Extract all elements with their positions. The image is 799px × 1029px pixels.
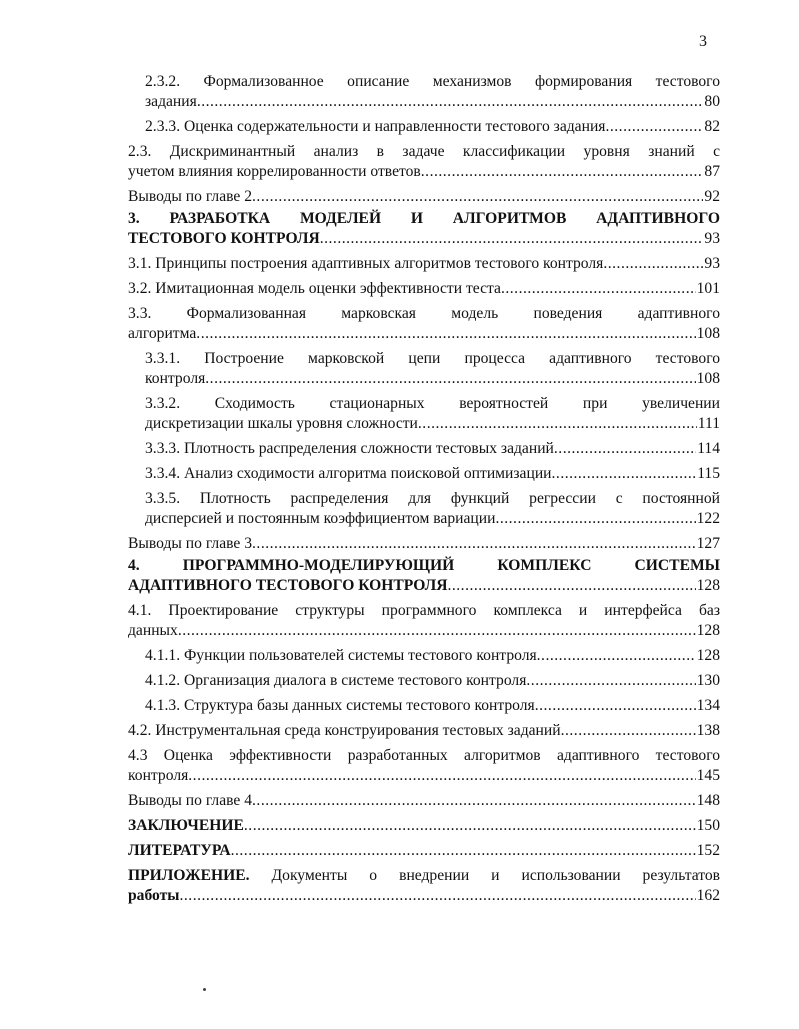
toc-entry-tail: [128, 229, 720, 249]
dot-leader: [178, 621, 696, 641]
toc-entry-title: ЗАКЛЮЧЕНИЕ: [128, 817, 244, 834]
toc-entry: [128, 601, 720, 641]
toc-entry-page: 92: [704, 188, 720, 205]
toc-entry: [128, 209, 720, 249]
dot-leader: [320, 229, 704, 249]
toc-entry-title-text: 4.3 Оценка эффективности разработанных алгоритмов адаптивного тестового: [128, 747, 720, 764]
toc-entry-title: АДАПТИВНОГО ТЕСТОВОГО КОНТРОЛЯ: [128, 577, 448, 594]
toc-entry: [128, 866, 720, 906]
toc-entry-page: 150: [696, 817, 720, 834]
toc-entry-title: 4.1.3. Структура базы данных системы тестового контроля: [145, 697, 535, 714]
toc-entry-title: Выводы по главе 3: [128, 535, 253, 552]
toc-entry-page: 82: [704, 118, 720, 135]
toc-entry-page: 152: [696, 842, 720, 859]
toc-entry-page: 101: [696, 280, 720, 297]
toc-entry-title-line: [145, 349, 720, 369]
toc-entry-title: 3.3.4. Анализ сходимости алгоритма поисковой оптимизации: [145, 465, 552, 482]
dot-leader: [501, 279, 696, 299]
toc-entry: [145, 394, 720, 434]
toc-entry-title: данных: [128, 622, 178, 639]
toc-entry-title-rest: Документы о внедрении и использовании результатов: [249, 867, 720, 884]
toc-entry: [128, 187, 720, 207]
toc-entry-tail: [128, 721, 720, 741]
toc-entry: [128, 254, 720, 274]
dot-leader: [605, 117, 703, 137]
scan-speck: [203, 988, 206, 991]
toc-entry-page: 114: [697, 440, 720, 457]
toc-entry-title: 3.1. Принципы построения адаптивных алгоритмов тестового контроля: [128, 255, 604, 272]
dot-leader: [231, 841, 696, 861]
toc-entry-title: дискретизации шкалы уровня сложности: [145, 415, 418, 432]
toc-entry-tail: [128, 791, 720, 811]
toc-entry-tail: [128, 279, 720, 299]
dot-leader: [180, 886, 696, 906]
toc-entry-tail: [128, 162, 720, 182]
toc-entry-title: 4.1.2. Организация диалога в системе тестового контроля: [145, 672, 527, 689]
toc-entry-tail: [128, 324, 720, 344]
toc-entry: [145, 117, 720, 137]
toc-entry-head: ПРИЛОЖЕНИЕ.: [128, 867, 250, 884]
toc-entry-title: 2.3.3. Оценка содержательности и направленности тестового задания: [145, 118, 606, 135]
toc-entry-page: 111: [697, 415, 720, 432]
toc-entry: [145, 72, 720, 112]
toc-entry-title-text: 4. ПРОГРАММНО-МОДЕЛИРУЮЩИЙ КОМПЛЕКС СИСТЕМЫ: [128, 557, 720, 574]
dot-leader: [526, 671, 695, 691]
toc-entry-title-line: [128, 142, 720, 162]
toc-entry-tail: [145, 117, 720, 137]
toc-entry: [128, 721, 720, 741]
dot-leader: [244, 816, 696, 836]
toc-entry-page: 128: [696, 622, 720, 639]
dot-leader: [561, 721, 696, 741]
toc-entry-page: 87: [704, 163, 720, 180]
toc-entry: [128, 556, 720, 596]
toc-entry: [145, 696, 720, 716]
dot-leader: [552, 464, 697, 484]
toc-entry-page: 145: [696, 767, 720, 784]
toc-entry-title-line: [145, 394, 720, 414]
toc-entry-title-text: 3.3.2. Сходимость стационарных вероятностей при увеличении: [145, 395, 720, 412]
toc-entry-tail: [128, 576, 720, 596]
toc-entry-tail: [145, 509, 720, 529]
dot-leader: [554, 439, 696, 459]
toc-entry-title: дисперсией и постоянным коэффициентом вариации: [145, 510, 496, 527]
toc-entry-title-text: 2.3.2. Формализованное описание механизмов формирования тестового: [145, 73, 720, 90]
toc-entry-title: Выводы по главе 2: [128, 188, 253, 205]
toc-entry-title: алгоритма: [128, 325, 197, 342]
toc-entry-tail: [145, 92, 720, 112]
toc-entry: [128, 279, 720, 299]
toc-entry-tail: [145, 439, 720, 459]
toc-entry-title: контроля: [145, 370, 206, 387]
toc-entry-title-line: [145, 489, 720, 509]
toc-entry-page: 128: [696, 647, 720, 664]
toc-entry-tail: [128, 621, 720, 641]
table-of-contents: [128, 72, 720, 911]
dot-leader: [418, 414, 697, 434]
toc-entry-page: 80: [704, 93, 720, 110]
toc-entry-title: 3.2. Имитационная модель оценки эффективности теста: [128, 280, 501, 297]
toc-entry-tail: [128, 534, 720, 554]
toc-entry-title-line: [128, 556, 720, 576]
toc-entry: [128, 816, 720, 836]
toc-entry-page: 115: [697, 465, 720, 482]
toc-entry-title-text: 3.3.5. Плотность распределения для функций регрессии с постоянной: [145, 490, 720, 507]
toc-entry-tail: [128, 254, 720, 274]
toc-entry-page: 138: [696, 722, 720, 739]
toc-entry-title: задания: [145, 93, 197, 110]
toc-entry-tail: [145, 671, 720, 691]
toc-entry: [145, 464, 720, 484]
toc-entry: [128, 791, 720, 811]
toc-entry: [128, 142, 720, 182]
toc-entry-page: 93: [704, 255, 720, 272]
dot-leader: [205, 369, 695, 389]
toc-entry: [128, 534, 720, 554]
toc-entry-title: 3.3.3. Плотность распределения сложности тестовых заданий: [145, 440, 554, 457]
toc-entry-title-line: [128, 304, 720, 324]
toc-entry-page: 130: [696, 672, 720, 689]
toc-entry-tail: [145, 464, 720, 484]
dot-leader: [447, 576, 695, 596]
toc-entry-title-text: 2.3. Дискриминантный анализ в задаче классификации уровня знаний с: [128, 143, 720, 160]
toc-entry-tail: [145, 646, 720, 666]
toc-entry-title-line: [128, 209, 720, 229]
toc-entry: [128, 841, 720, 861]
toc-entry-title-text: 3.3.1. Построение марковской цепи процесса адаптивного тестового: [145, 350, 720, 367]
dot-leader: [252, 534, 696, 554]
toc-entry-title: ЛИТЕРАТУРА: [128, 842, 231, 859]
toc-entry-title: Выводы по главе 4: [128, 792, 253, 809]
dot-leader: [495, 509, 695, 529]
toc-entry-page: 127: [696, 535, 720, 552]
toc-entry-title-text: 3.3. Формализованная марковская модель поведения адаптивного: [128, 305, 720, 322]
toc-entry-tail: [145, 369, 720, 389]
dot-leader: [421, 162, 704, 182]
toc-entry: [145, 646, 720, 666]
toc-entry: [145, 489, 720, 529]
dot-leader: [603, 254, 703, 274]
toc-entry-title-line: [128, 866, 720, 886]
toc-entry-title-text: 4.1. Проектирование структуры программного комплекса и интерфейса баз: [128, 602, 720, 619]
toc-entry: [145, 439, 720, 459]
toc-entry-title-line: [128, 601, 720, 621]
toc-entry-page: 108: [696, 325, 720, 342]
dot-leader: [535, 696, 696, 716]
toc-entry-page: 162: [696, 887, 720, 904]
toc-entry: [145, 349, 720, 389]
toc-entry-page: 134: [696, 697, 720, 714]
toc-entry-title: ТЕСТОВОГО КОНТРОЛЯ: [128, 230, 320, 247]
toc-entry: [128, 304, 720, 344]
toc-entry-title: работы: [128, 887, 180, 904]
dot-leader: [196, 324, 695, 344]
toc-entry-page: 122: [696, 510, 720, 527]
toc-entry-title-line: [128, 746, 720, 766]
toc-entry-tail: [128, 766, 720, 786]
dot-leader: [252, 187, 703, 207]
toc-entry-page: 108: [696, 370, 720, 387]
dot-leader: [537, 646, 696, 666]
dot-leader: [197, 92, 704, 112]
toc-entry-tail: [128, 841, 720, 861]
toc-entry-title-text: 3. РАЗРАБОТКА МОДЕЛЕЙ И АЛГОРИТМОВ АДАПТИВНОГО: [128, 210, 720, 227]
toc-entry-title: 4.1.1. Функции пользователей системы тестового контроля: [145, 647, 537, 664]
toc-entry-page: 93: [704, 230, 720, 247]
toc-entry-tail: [128, 187, 720, 207]
dot-leader: [188, 766, 695, 786]
toc-entry-title: учетом влияния коррелированности ответов: [128, 163, 421, 180]
toc-entry-page: 148: [696, 792, 720, 809]
toc-entry-title: 4.2. Инструментальная среда конструирования тестовых заданий: [128, 722, 561, 739]
toc-entry-tail: [128, 816, 720, 836]
page-number: 3: [699, 33, 707, 50]
toc-entry-page: 128: [696, 577, 720, 594]
toc-entry-title-line: [145, 72, 720, 92]
toc-entry-tail: [128, 886, 720, 906]
toc-entry: [128, 746, 720, 786]
dot-leader: [252, 791, 696, 811]
toc-entry: [145, 671, 720, 691]
toc-entry-tail: [145, 696, 720, 716]
toc-entry-title: контроля: [128, 767, 189, 784]
toc-entry-tail: [145, 414, 720, 434]
